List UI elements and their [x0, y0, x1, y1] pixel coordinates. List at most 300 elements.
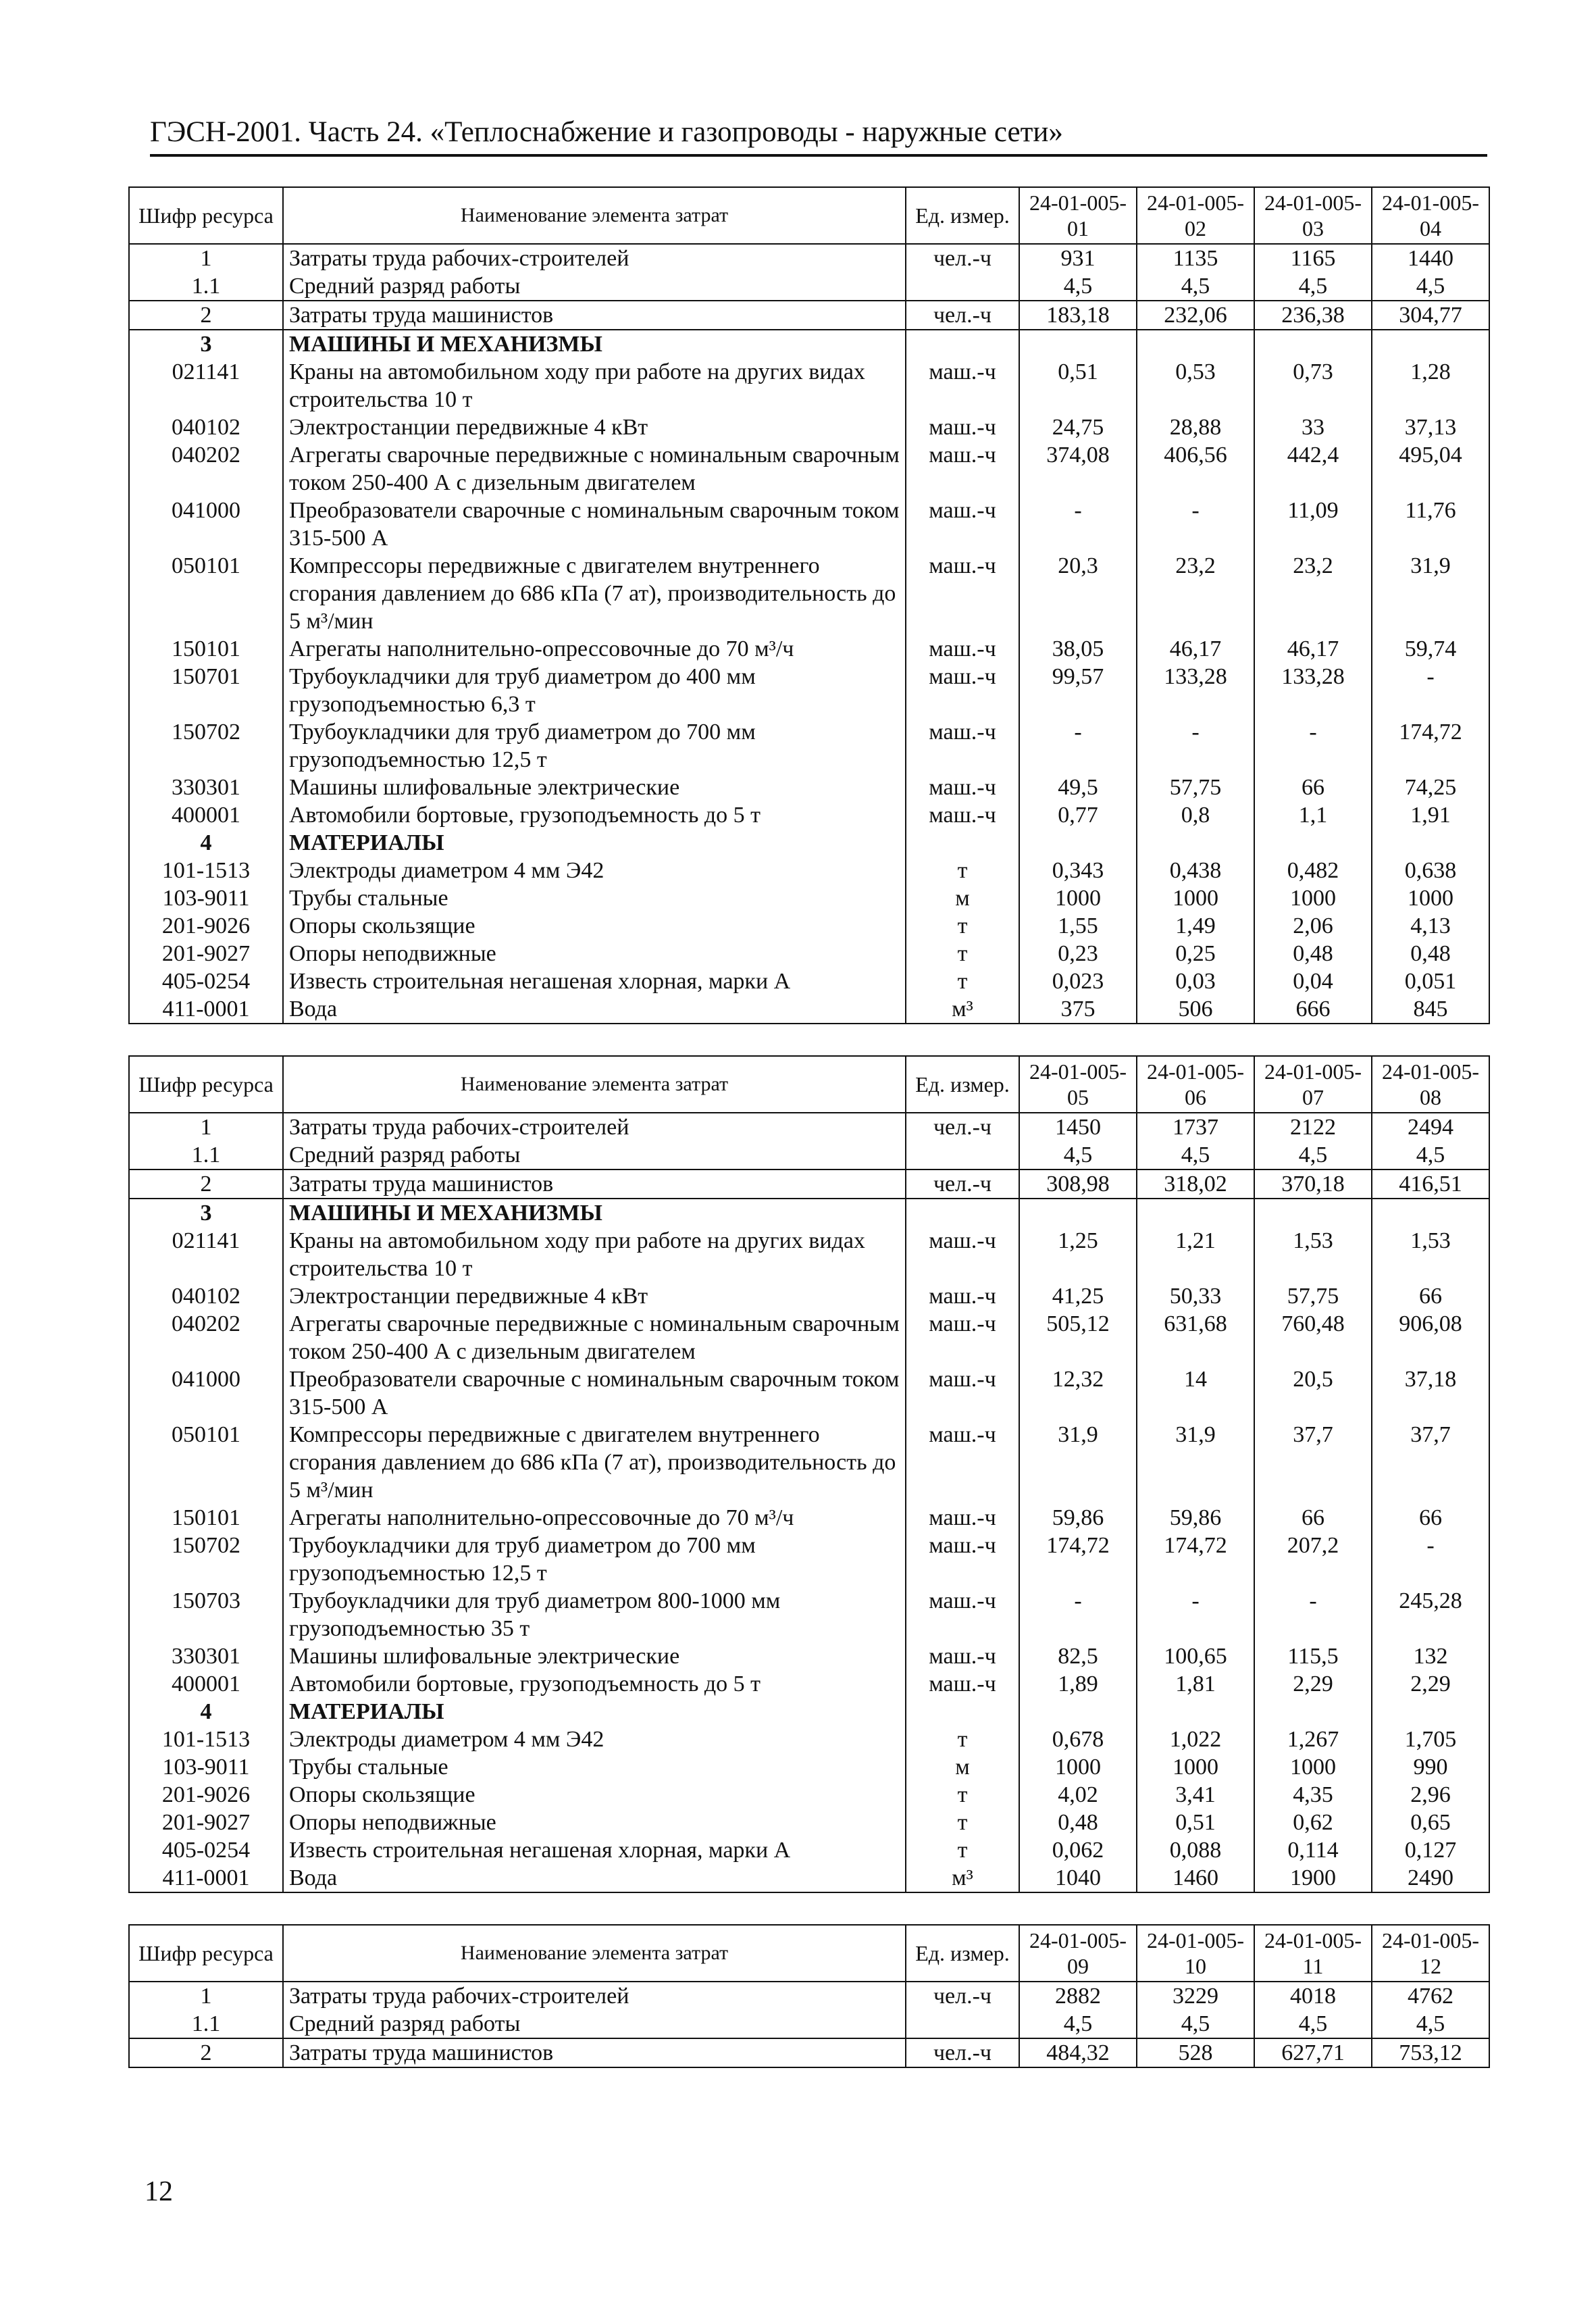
resource-value	[1019, 829, 1137, 857]
resource-name: Агрегаты сварочные передвижные с номинальным сварочным током 250-400 А с дизельным двигателем	[283, 441, 906, 497]
resource-code: 4	[129, 1698, 283, 1726]
resource-value: 2,96	[1372, 1781, 1489, 1809]
resource-value	[1372, 1698, 1489, 1726]
resource-value: 506	[1137, 995, 1254, 1024]
resource-value: 174,72	[1137, 1532, 1254, 1587]
resource-value: 631,68	[1137, 1310, 1254, 1365]
resource-name: Затраты труда машинистов	[283, 1169, 906, 1199]
resource-unit: маш.-ч	[906, 1227, 1019, 1282]
resource-code: 405-0254	[129, 1836, 283, 1864]
resource-value: 66	[1254, 1504, 1372, 1532]
header-code: Шифр ресурса	[129, 187, 283, 244]
resource-name: МАШИНЫ И МЕХАНИЗМЫ	[283, 330, 906, 358]
resource-value: 1,705	[1372, 1726, 1489, 1753]
resource-value: 133,28	[1254, 663, 1372, 718]
resource-unit: маш.-ч	[906, 1365, 1019, 1421]
resource-name: Опоры неподвижные	[283, 940, 906, 967]
resource-value: 753,12	[1372, 2038, 1489, 2067]
resource-value: 1,89	[1019, 1670, 1137, 1698]
resource-unit: маш.-ч	[906, 441, 1019, 497]
resource-value: 4,5	[1254, 2010, 1372, 2038]
resource-value: 484,32	[1019, 2038, 1137, 2067]
table-row	[129, 1809, 1489, 1836]
table-row	[129, 1836, 1489, 1864]
resource-value: 0,114	[1254, 1836, 1372, 1864]
resource-value: 0,088	[1137, 1836, 1254, 1864]
resource-value: 1000	[1137, 1753, 1254, 1781]
resource-value: 4762	[1372, 1982, 1489, 2010]
resource-value: 66	[1372, 1504, 1489, 1532]
resource-unit: т	[906, 912, 1019, 940]
resource-value: 0,23	[1019, 940, 1137, 967]
resource-value: 304,77	[1372, 301, 1489, 330]
resource-value: 4,5	[1019, 1141, 1137, 1169]
resource-name: Электростанции передвижные 4 кВт	[283, 413, 906, 441]
resource-code: 3	[129, 1199, 283, 1227]
resource-value: 20,3	[1019, 552, 1137, 635]
resource-value: 0,04	[1254, 967, 1372, 995]
table-row	[129, 1587, 1489, 1642]
resource-name: Затраты труда рабочих-строителей	[283, 1982, 906, 2010]
resource-value	[1137, 1698, 1254, 1726]
resource-name: МАТЕРИАЛЫ	[283, 1698, 906, 1726]
resource-value: 31,9	[1372, 552, 1489, 635]
resource-value: 0,25	[1137, 940, 1254, 967]
header-name: Наименование элемента затрат	[283, 187, 906, 244]
resource-value: 1,81	[1137, 1670, 1254, 1698]
resource-unit: маш.-ч	[906, 1504, 1019, 1532]
resource-value: 4,5	[1137, 272, 1254, 301]
resource-name: Электростанции передвижные 4 кВт	[283, 1282, 906, 1310]
resource-value: 23,2	[1137, 552, 1254, 635]
table-row	[129, 1753, 1489, 1781]
resource-value: 2,06	[1254, 912, 1372, 940]
resource-name: Трубы стальные	[283, 884, 906, 912]
resource-value: 1,25	[1019, 1227, 1137, 1282]
resource-value: 990	[1372, 1753, 1489, 1781]
resource-name: Трубоукладчики для труб диаметром до 700 мм грузоподъемностью 12,5 т	[283, 1532, 906, 1587]
resource-name: Машины шлифовальные электрические	[283, 774, 906, 801]
resource-code: 103-9011	[129, 1753, 283, 1781]
resource-value: 0,438	[1137, 857, 1254, 884]
resource-value: 23,2	[1254, 552, 1372, 635]
header-norm-code: 24-01-005-11	[1254, 1925, 1372, 1982]
resource-value: 37,7	[1372, 1421, 1489, 1504]
resource-value: 0,8	[1137, 801, 1254, 829]
resource-unit: т	[906, 1781, 1019, 1809]
resource-code: 101-1513	[129, 1726, 283, 1753]
resource-value: 11,76	[1372, 497, 1489, 552]
resource-unit: чел.-ч	[906, 2038, 1019, 2067]
header-norm-code: 24-01-005-03	[1254, 187, 1372, 244]
resource-value: 100,65	[1137, 1642, 1254, 1670]
resource-value	[1372, 330, 1489, 358]
resource-value: 232,06	[1137, 301, 1254, 330]
header-code: Шифр ресурса	[129, 1056, 283, 1113]
table-row	[129, 1282, 1489, 1310]
header-norm-code: 24-01-005-05	[1019, 1056, 1137, 1113]
resource-code: 150101	[129, 1504, 283, 1532]
resource-value: 4,5	[1254, 1141, 1372, 1169]
resource-name: Трубоукладчики для труб диаметром 800-1000 мм грузоподъемностью 35 т	[283, 1587, 906, 1642]
resource-value: 495,04	[1372, 441, 1489, 497]
resource-value: 4,5	[1137, 1141, 1254, 1169]
resource-value: 59,74	[1372, 635, 1489, 663]
resource-value: 74,25	[1372, 774, 1489, 801]
resource-code: 1	[129, 1982, 283, 2010]
resource-value: 174,72	[1372, 718, 1489, 774]
resource-unit	[906, 1141, 1019, 1169]
resource-value: 115,5	[1254, 1642, 1372, 1670]
table-row	[129, 2010, 1489, 2038]
resource-value: 82,5	[1019, 1642, 1137, 1670]
table-row	[129, 2038, 1489, 2067]
resource-value: 760,48	[1254, 1310, 1372, 1365]
resource-value: -	[1019, 718, 1137, 774]
resource-name: Средний разряд работы	[283, 2010, 906, 2038]
resource-code: 101-1513	[129, 857, 283, 884]
resource-value: 59,86	[1137, 1504, 1254, 1532]
header-code: Шифр ресурса	[129, 1925, 283, 1982]
table-row	[129, 441, 1489, 497]
header-norm-code: 24-01-005-06	[1137, 1056, 1254, 1113]
resource-unit: т	[906, 1809, 1019, 1836]
resource-code: 150101	[129, 635, 283, 663]
resource-value	[1254, 829, 1372, 857]
resource-unit: маш.-ч	[906, 801, 1019, 829]
resource-value	[1372, 829, 1489, 857]
resource-unit: маш.-ч	[906, 635, 1019, 663]
resource-value: 28,88	[1137, 413, 1254, 441]
resource-value	[1372, 1199, 1489, 1227]
resource-value: 4,5	[1019, 2010, 1137, 2038]
resource-name: Известь строительная негашеная хлорная, марки А	[283, 1836, 906, 1864]
resource-unit: маш.-ч	[906, 1421, 1019, 1504]
resource-value: 0,51	[1019, 358, 1137, 413]
resource-name: Опоры неподвижные	[283, 1809, 906, 1836]
resource-value: 46,17	[1137, 635, 1254, 663]
resource-code: 040202	[129, 441, 283, 497]
resource-code: 411-0001	[129, 995, 283, 1024]
resource-value: 0,51	[1137, 1809, 1254, 1836]
header-norm-code: 24-01-005-10	[1137, 1925, 1254, 1982]
resource-code: 2	[129, 301, 283, 330]
resource-value: 207,2	[1254, 1532, 1372, 1587]
header-unit: Ед. измер.	[906, 1056, 1019, 1113]
resource-value: 1,53	[1372, 1227, 1489, 1282]
resource-value: 4018	[1254, 1982, 1372, 2010]
resource-name: Затраты труда рабочих-строителей	[283, 244, 906, 272]
resource-name: Компрессоры передвижные с двигателем внутреннего сгорания давлением до 686 кПа (7 ат), производительность до 5 м³/мин	[283, 552, 906, 635]
resource-name: Трубоукладчики для труб диаметром до 700 мм грузоподъемностью 12,5 т	[283, 718, 906, 774]
resource-value: 1900	[1254, 1864, 1372, 1892]
resource-value: 38,05	[1019, 635, 1137, 663]
header-norm-code: 24-01-005-01	[1019, 187, 1137, 244]
resource-code: 041000	[129, 497, 283, 552]
header-norm-code: 24-01-005-12	[1372, 1925, 1489, 1982]
resource-value: 666	[1254, 995, 1372, 1024]
header-name: Наименование элемента затрат	[283, 1056, 906, 1113]
resource-value: 1165	[1254, 244, 1372, 272]
resource-value: 66	[1372, 1282, 1489, 1310]
resource-value: 0,051	[1372, 967, 1489, 995]
resource-unit	[906, 829, 1019, 857]
table-row	[129, 1982, 1489, 2010]
resource-value: 11,09	[1254, 497, 1372, 552]
table-row	[129, 1199, 1489, 1227]
resource-value: 4,5	[1372, 2010, 1489, 2038]
resource-unit: маш.-ч	[906, 358, 1019, 413]
resource-value	[1254, 1199, 1372, 1227]
table-row	[129, 884, 1489, 912]
table-row	[129, 1670, 1489, 1698]
resource-value: 31,9	[1137, 1421, 1254, 1504]
resource-unit: м³	[906, 995, 1019, 1024]
resource-name: Вода	[283, 995, 906, 1024]
resource-value: 1,28	[1372, 358, 1489, 413]
resource-value: 1040	[1019, 1864, 1137, 1892]
resource-value: 1,267	[1254, 1726, 1372, 1753]
table-row	[129, 1864, 1489, 1892]
resource-unit: маш.-ч	[906, 413, 1019, 441]
table-row	[129, 663, 1489, 718]
resource-value: 14	[1137, 1365, 1254, 1421]
table-row	[129, 1726, 1489, 1753]
resource-value: 12,32	[1019, 1365, 1137, 1421]
resource-value: 132	[1372, 1642, 1489, 1670]
resource-value: 0,48	[1254, 940, 1372, 967]
resource-value: 1000	[1019, 1753, 1137, 1781]
resource-value: 1,55	[1019, 912, 1137, 940]
header-unit: Ед. измер.	[906, 187, 1019, 244]
resource-code: 150702	[129, 1532, 283, 1587]
resource-unit	[906, 2010, 1019, 2038]
table-header-row	[129, 187, 1489, 244]
resource-name: Агрегаты сварочные передвижные с номинальным сварочным током 250-400 А с дизельным двигателем	[283, 1310, 906, 1365]
resource-value: 0,638	[1372, 857, 1489, 884]
resource-value: 3229	[1137, 1982, 1254, 2010]
resource-name: Трубы стальные	[283, 1753, 906, 1781]
resource-value: 0,77	[1019, 801, 1137, 829]
resource-name: Преобразователи сварочные с номинальным сварочным током 315-500 А	[283, 497, 906, 552]
resource-value	[1019, 1698, 1137, 1726]
resource-value: 41,25	[1019, 1282, 1137, 1310]
resource-value: 4,02	[1019, 1781, 1137, 1809]
resource-name: МАТЕРИАЛЫ	[283, 829, 906, 857]
resource-value: 1,49	[1137, 912, 1254, 940]
resource-value: 4,5	[1372, 1141, 1489, 1169]
resource-unit: т	[906, 940, 1019, 967]
resource-value: 99,57	[1019, 663, 1137, 718]
table-row	[129, 1310, 1489, 1365]
resource-unit: т	[906, 857, 1019, 884]
resource-value: 416,51	[1372, 1169, 1489, 1199]
resource-value: 0,127	[1372, 1836, 1489, 1864]
resource-code: 405-0254	[129, 967, 283, 995]
resource-unit	[906, 330, 1019, 358]
resource-value: 1,022	[1137, 1726, 1254, 1753]
resource-value: 57,75	[1254, 1282, 1372, 1310]
resource-code: 040102	[129, 1282, 283, 1310]
resource-value: 2,29	[1372, 1670, 1489, 1698]
resource-value: 49,5	[1019, 774, 1137, 801]
table-row	[129, 829, 1489, 857]
resource-value: 906,08	[1372, 1310, 1489, 1365]
resource-value	[1254, 1698, 1372, 1726]
resource-code: 201-9027	[129, 1809, 283, 1836]
resource-value: 1,21	[1137, 1227, 1254, 1282]
resource-value: -	[1137, 718, 1254, 774]
resource-value	[1137, 829, 1254, 857]
resource-unit: м³	[906, 1864, 1019, 1892]
resource-value	[1019, 330, 1137, 358]
resource-value: 37,7	[1254, 1421, 1372, 1504]
resource-value: 1000	[1254, 1753, 1372, 1781]
resource-value: 1450	[1019, 1113, 1137, 1141]
resource-name: Электроды диаметром 4 мм Э42	[283, 857, 906, 884]
table-row	[129, 1642, 1489, 1670]
resource-code: 1.1	[129, 2010, 283, 2038]
resource-name: Преобразователи сварочные с номинальным сварочным током 315-500 А	[283, 1365, 906, 1421]
table-row	[129, 774, 1489, 801]
resource-value: -	[1372, 1532, 1489, 1587]
resource-code: 1.1	[129, 1141, 283, 1169]
table-row	[129, 413, 1489, 441]
resource-code: 400001	[129, 1670, 283, 1698]
resource-value: 4,5	[1372, 272, 1489, 301]
resource-unit: маш.-ч	[906, 1587, 1019, 1642]
resource-value: 406,56	[1137, 441, 1254, 497]
resource-unit: маш.-ч	[906, 497, 1019, 552]
resource-unit: чел.-ч	[906, 1169, 1019, 1199]
resource-name: Опоры скользящие	[283, 1781, 906, 1809]
resource-unit: м	[906, 884, 1019, 912]
resource-value: 2494	[1372, 1113, 1489, 1141]
resource-value: 1135	[1137, 244, 1254, 272]
resource-value: 1,91	[1372, 801, 1489, 829]
resource-value: 528	[1137, 2038, 1254, 2067]
resource-unit	[906, 1698, 1019, 1726]
table-row	[129, 1698, 1489, 1726]
resource-value: -	[1254, 1587, 1372, 1642]
resource-value: 57,75	[1137, 774, 1254, 801]
table-row	[129, 995, 1489, 1024]
resource-value: 46,17	[1254, 635, 1372, 663]
resource-code: 400001	[129, 801, 283, 829]
resource-table-2	[128, 1055, 1490, 1893]
resource-name: Компрессоры передвижные с двигателем внутреннего сгорания давлением до 686 кПа (7 ат), производительность до 5 м³/мин	[283, 1421, 906, 1504]
resource-name: Агрегаты наполнительно-опрессовочные до 70 м³/ч	[283, 635, 906, 663]
resource-unit	[906, 1199, 1019, 1227]
resource-code: 201-9026	[129, 912, 283, 940]
resource-code: 050101	[129, 552, 283, 635]
table-header-row	[129, 1056, 1489, 1113]
resource-code: 150703	[129, 1587, 283, 1642]
table-row	[129, 967, 1489, 995]
resource-value: 50,33	[1137, 1282, 1254, 1310]
resource-value: 1000	[1372, 884, 1489, 912]
table-row	[129, 1421, 1489, 1504]
resource-value: 0,53	[1137, 358, 1254, 413]
table-row	[129, 358, 1489, 413]
resource-code: 411-0001	[129, 1864, 283, 1892]
table-row	[129, 552, 1489, 635]
resource-value: 4,35	[1254, 1781, 1372, 1809]
resource-value: 0,62	[1254, 1809, 1372, 1836]
resource-value: 245,28	[1372, 1587, 1489, 1642]
resource-value: 1737	[1137, 1113, 1254, 1141]
resource-value: 370,18	[1254, 1169, 1372, 1199]
resource-value	[1254, 330, 1372, 358]
resource-name: Краны на автомобильном ходу при работе на других видах строительства 10 т	[283, 358, 906, 413]
resource-unit: маш.-ч	[906, 1282, 1019, 1310]
resource-code: 040202	[129, 1310, 283, 1365]
resource-value: 4,13	[1372, 912, 1489, 940]
resource-unit: чел.-ч	[906, 244, 1019, 272]
resource-value	[1137, 1199, 1254, 1227]
resource-value: 931	[1019, 244, 1137, 272]
resource-value: 374,08	[1019, 441, 1137, 497]
resource-value: 4,5	[1254, 272, 1372, 301]
resource-value: 1000	[1137, 884, 1254, 912]
resource-name: Затраты труда машинистов	[283, 2038, 906, 2067]
resource-value: 0,482	[1254, 857, 1372, 884]
resource-unit: маш.-ч	[906, 1642, 1019, 1670]
resource-value: 442,4	[1254, 441, 1372, 497]
resource-value: 37,18	[1372, 1365, 1489, 1421]
page-number: 12	[145, 2176, 173, 2207]
table-row	[129, 635, 1489, 663]
resource-value: 59,86	[1019, 1504, 1137, 1532]
resource-code: 021141	[129, 1227, 283, 1282]
resource-code: 1	[129, 244, 283, 272]
resource-value: 0,73	[1254, 358, 1372, 413]
resource-code: 201-9026	[129, 1781, 283, 1809]
resource-code: 3	[129, 330, 283, 358]
resource-value: 1000	[1254, 884, 1372, 912]
resource-value: -	[1019, 1587, 1137, 1642]
resource-value: 1,1	[1254, 801, 1372, 829]
resource-value: 0,678	[1019, 1726, 1137, 1753]
table-row	[129, 718, 1489, 774]
resource-name: Автомобили бортовые, грузоподъемность до 5 т	[283, 1670, 906, 1698]
table-row	[129, 1365, 1489, 1421]
resource-name: Краны на автомобильном ходу при работе на других видах строительства 10 т	[283, 1227, 906, 1282]
resource-value: 4,5	[1137, 2010, 1254, 2038]
resource-value: 505,12	[1019, 1310, 1137, 1365]
resource-value: 0,48	[1019, 1809, 1137, 1836]
resource-value	[1137, 330, 1254, 358]
resource-code: 150701	[129, 663, 283, 718]
table-row	[129, 272, 1489, 301]
resource-value: 183,18	[1019, 301, 1137, 330]
resource-code: 041000	[129, 1365, 283, 1421]
resource-table-3	[128, 1924, 1490, 2068]
resource-name: Вода	[283, 1864, 906, 1892]
resource-name: Электроды диаметром 4 мм Э42	[283, 1726, 906, 1753]
resource-code: 1.1	[129, 272, 283, 301]
resource-code: 1	[129, 1113, 283, 1141]
resource-value: 0,48	[1372, 940, 1489, 967]
resource-value: 0,65	[1372, 1809, 1489, 1836]
table-row	[129, 1227, 1489, 1282]
resource-name: Затраты труда машинистов	[283, 301, 906, 330]
resource-unit: т	[906, 967, 1019, 995]
resource-value: 1000	[1019, 884, 1137, 912]
resource-value: 37,13	[1372, 413, 1489, 441]
header-norm-code: 24-01-005-04	[1372, 187, 1489, 244]
resource-name: Опоры скользящие	[283, 912, 906, 940]
